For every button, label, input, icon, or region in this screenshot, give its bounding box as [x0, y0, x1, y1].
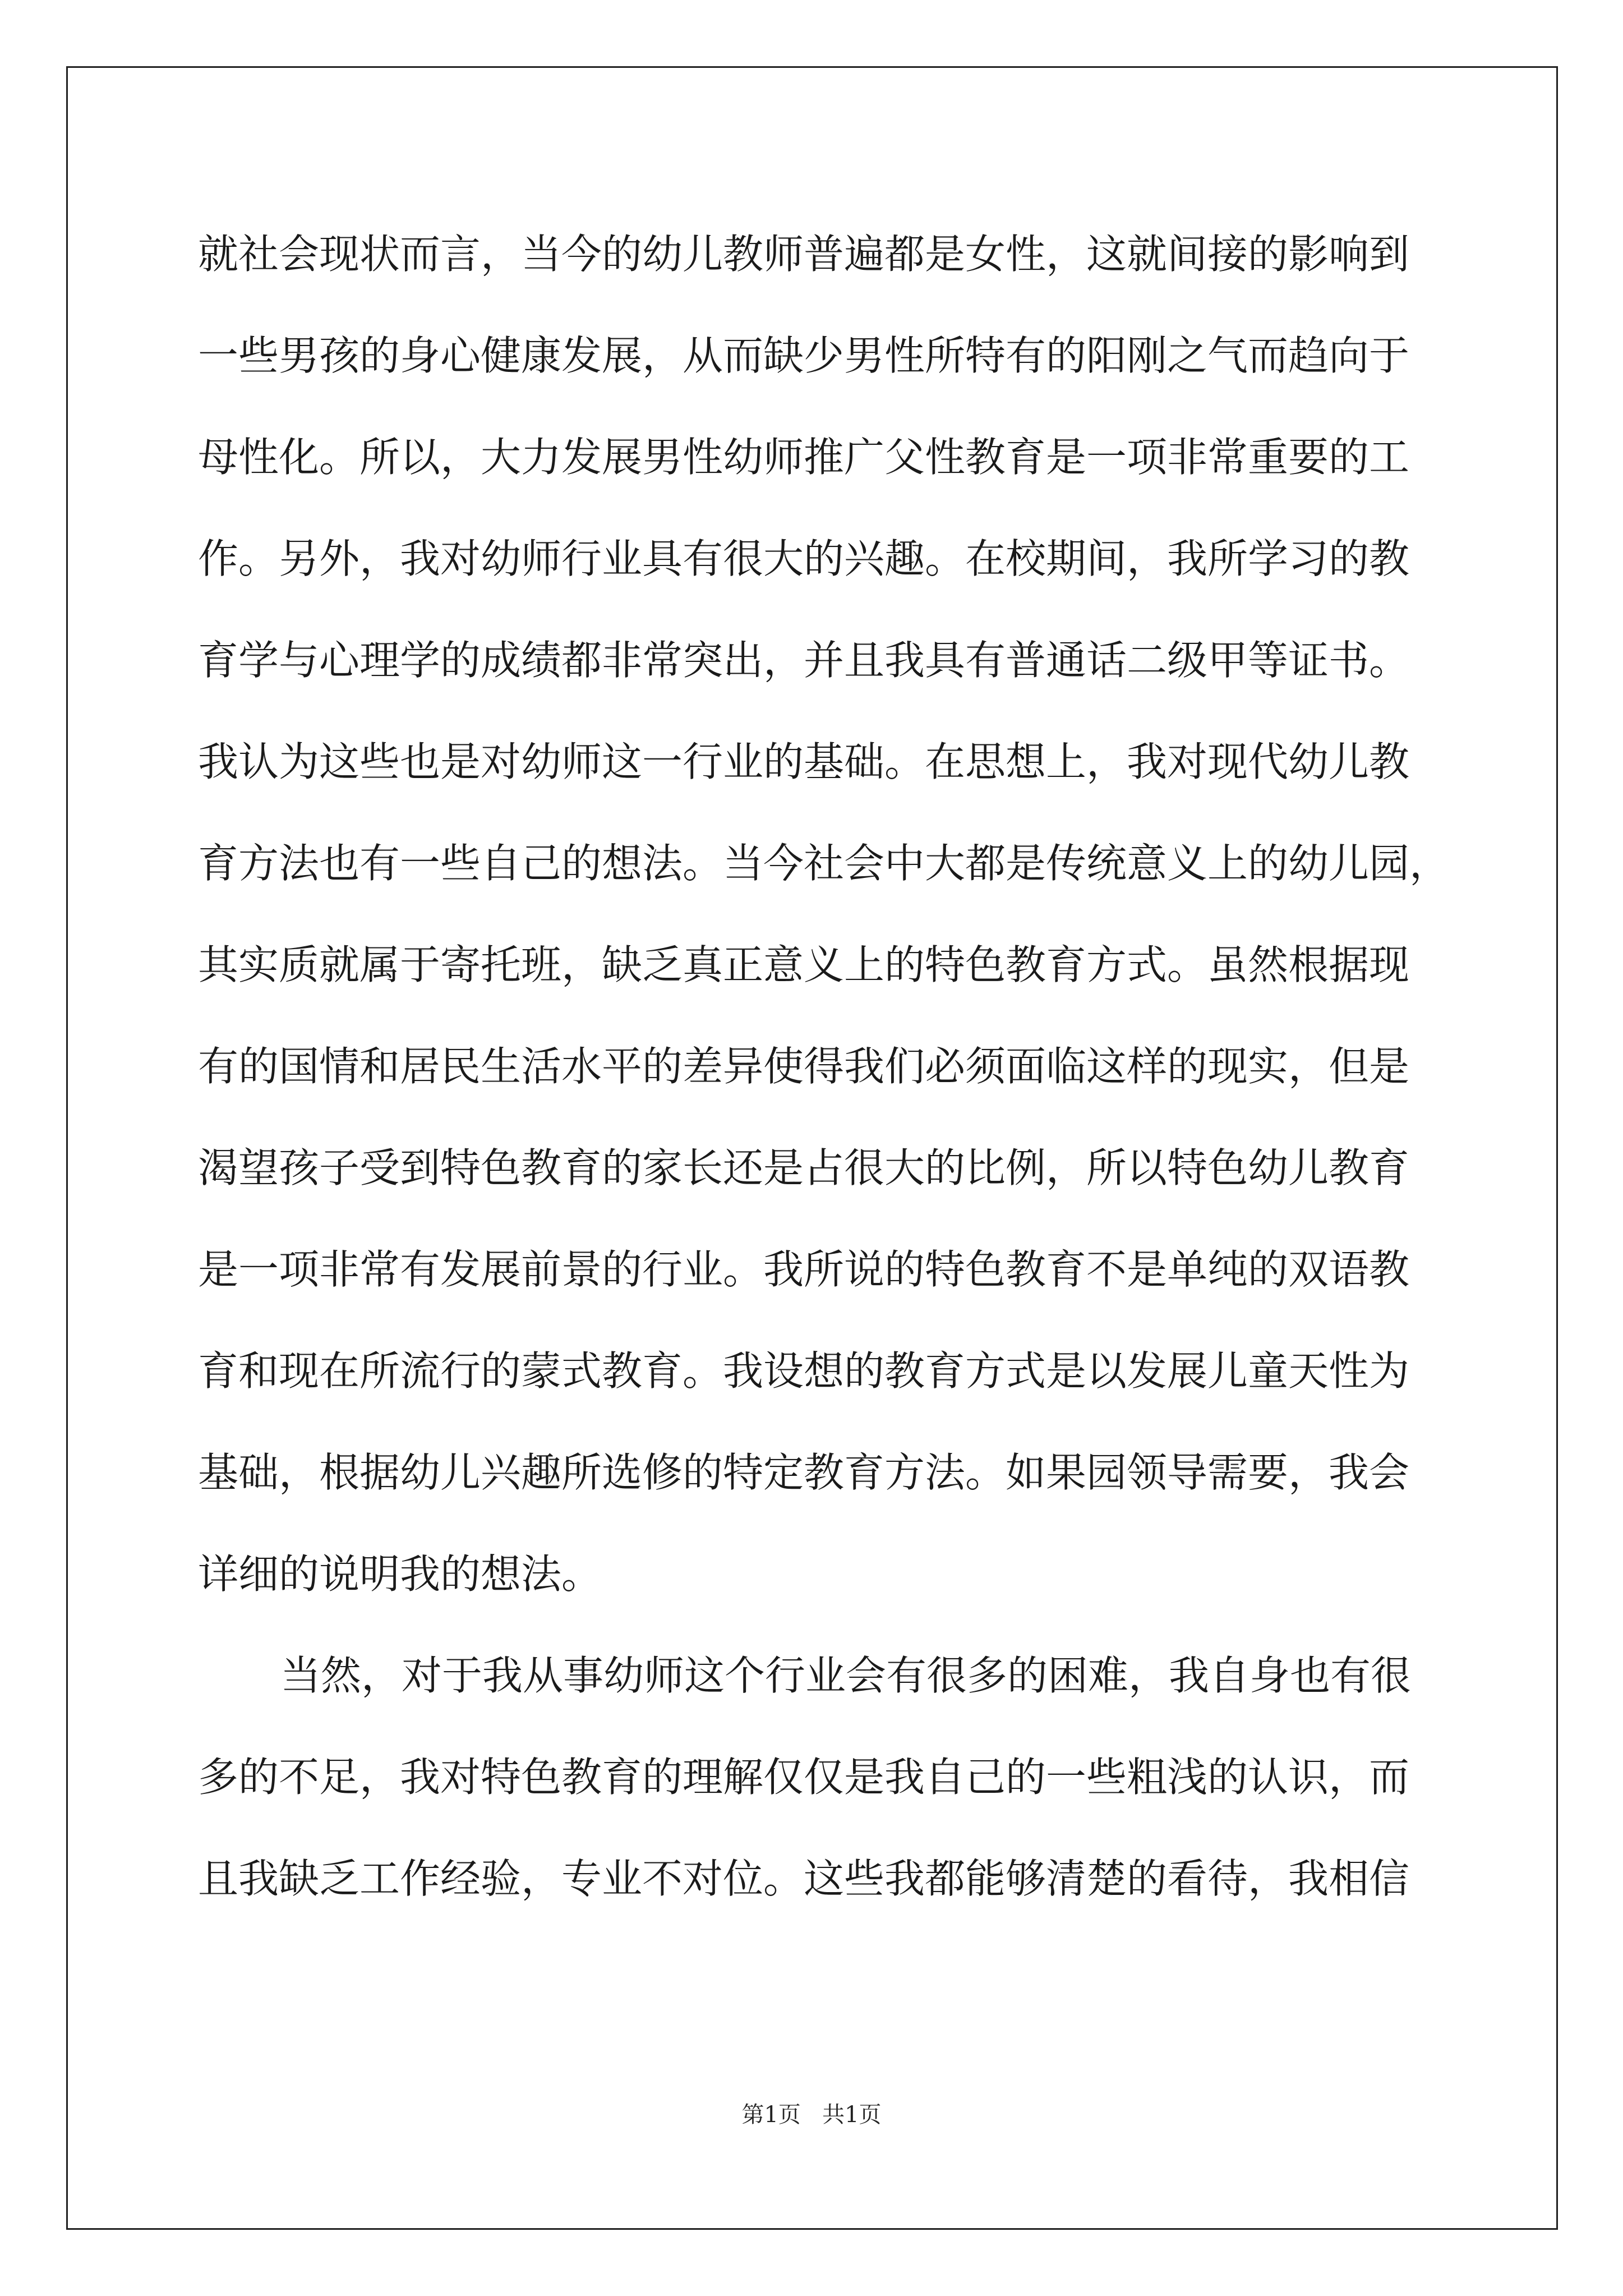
page-number: 第1页: [741, 2102, 801, 2128]
paragraph-line: 当然，对于我从事幼师这个行业会有很多的困难，我自身也有很: [280, 1652, 1412, 1699]
page-footer: [0, 2101, 1623, 2129]
paragraph-line: 育和现在所流行的蒙式教育。我设想的教育方式是以发展儿童天性为: [198, 1347, 1410, 1395]
paragraph-line: 育方法也有一些自己的想法。当今社会中大都是传统意义上的幼儿园，: [198, 840, 1450, 887]
paragraph-line: 多的不足，我对特色教育的理解仅仅是我自己的一些粗浅的认识，而: [198, 1754, 1410, 1801]
paragraph-line: 母性化。所以，大力发展男性幼师推广父性教育是一项非常重要的工: [198, 434, 1410, 481]
paragraph-line: 就社会现状而言，当今的幼儿教师普遍都是女性，这就间接的影响到: [198, 231, 1410, 278]
paragraph-line: 我认为这些也是对幼师这一行业的基础。在思想上，我对现代幼儿教: [198, 738, 1410, 785]
paragraph-line: 详细的说明我的想法。: [198, 1550, 602, 1598]
page-total: 共1页: [822, 2102, 882, 2128]
paragraph-line: 其实质就属于寄托班，缺乏真正意义上的特色教育方式。虽然根据现: [198, 941, 1410, 988]
paragraph-line: 基础，根据幼儿兴趣所选修的特定教育方法。如果园领导需要，我会: [198, 1449, 1410, 1496]
paragraph-line: 是一项非常有发展前景的行业。我所说的特色教育不是单纯的双语教: [198, 1246, 1410, 1293]
paragraph-line: 有的国情和居民生活水平的差异使得我们必须面临这样的现实，但是: [198, 1043, 1410, 1090]
paragraph-line: 育学与心理学的成绩都非常突出，并且我具有普通话二级甲等证书。: [198, 637, 1410, 684]
paragraph-line: 且我缺乏工作经验，专业不对位。这些我都能够清楚的看待，我相信: [198, 1855, 1410, 1902]
paragraph-line: 一些男孩的身心健康发展，从而缺少男性所特有的阳刚之气而趋向于: [198, 332, 1410, 379]
paragraph-line: 渴望孩子受到特色教育的家长还是占很大的比例，所以特色幼儿教育: [198, 1144, 1410, 1191]
paragraph-line: 作。另外，我对幼师行业具有很大的兴趣。在校期间，我所学习的教: [198, 535, 1410, 582]
